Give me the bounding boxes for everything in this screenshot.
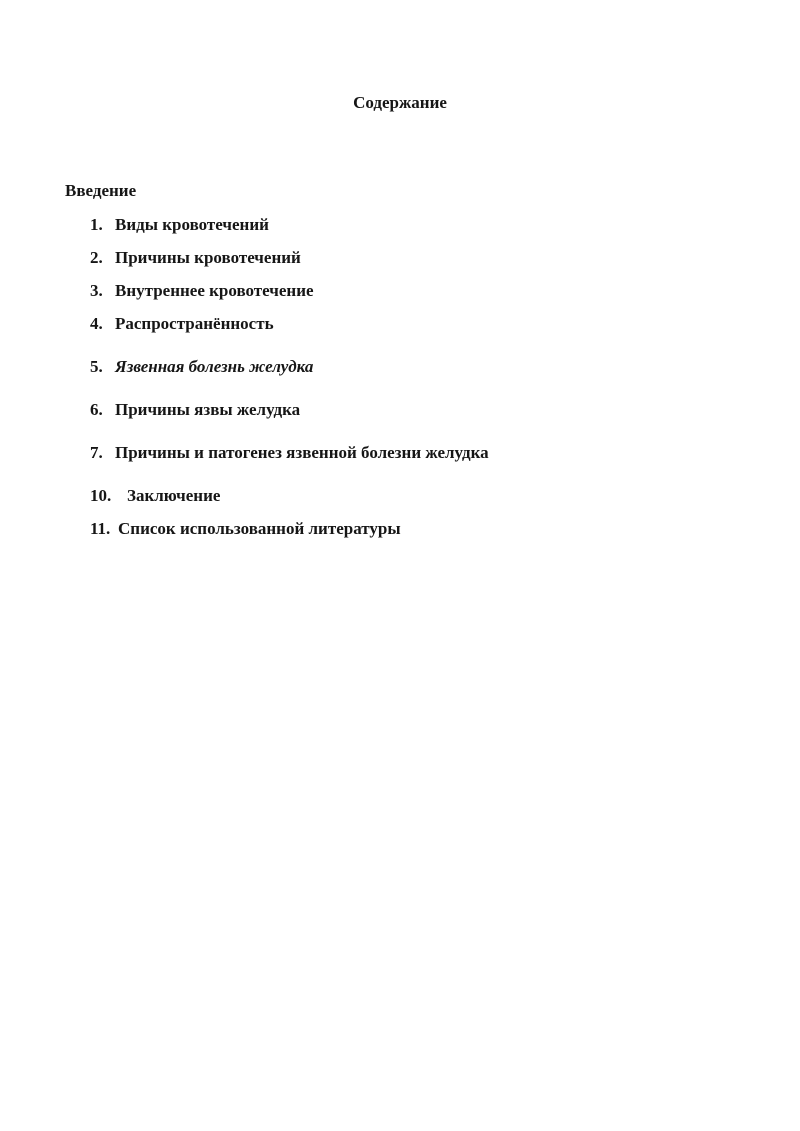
page-title: Содержание: [353, 93, 447, 112]
toc-item-number: 5.: [90, 357, 103, 376]
toc-item-label: Список использованной литературы: [118, 519, 401, 538]
toc-item: [90, 214, 735, 236]
toc-item: [90, 399, 735, 421]
intro-heading: Введение: [65, 181, 137, 200]
toc-item-number: 7.: [90, 443, 103, 462]
toc-item: [90, 313, 735, 335]
toc-item-label: Виды кровотечений: [115, 215, 269, 234]
toc-item-label: Заключение: [127, 486, 221, 505]
toc-item: [90, 247, 735, 269]
toc-item-number: 1.: [90, 215, 103, 234]
toc-item-label: Причины и патогенез язвенной болезни желудка: [115, 443, 489, 462]
toc-list: [65, 214, 735, 540]
toc-item-number: 2.: [90, 248, 103, 267]
toc-item: [90, 485, 735, 507]
toc-item-label: Внутреннее кровотечение: [115, 281, 314, 300]
toc-item: [90, 280, 735, 302]
toc-item-label: Язвенная болезнь желудка: [115, 357, 314, 376]
toc-item: [90, 518, 735, 540]
toc-item: [90, 356, 735, 378]
toc-item-label: Причины язвы желудка: [115, 400, 301, 419]
toc-item-number: 4.: [90, 314, 103, 333]
toc-item-label: Распространённость: [115, 314, 274, 333]
toc-item-number: 10.: [90, 486, 112, 505]
toc-item-label: Причины кровотечений: [115, 248, 301, 267]
toc-item-number: 6.: [90, 400, 103, 419]
toc-item-number: 3.: [90, 281, 103, 300]
toc-item: [90, 442, 735, 464]
toc-item-number: 11.: [90, 519, 111, 538]
